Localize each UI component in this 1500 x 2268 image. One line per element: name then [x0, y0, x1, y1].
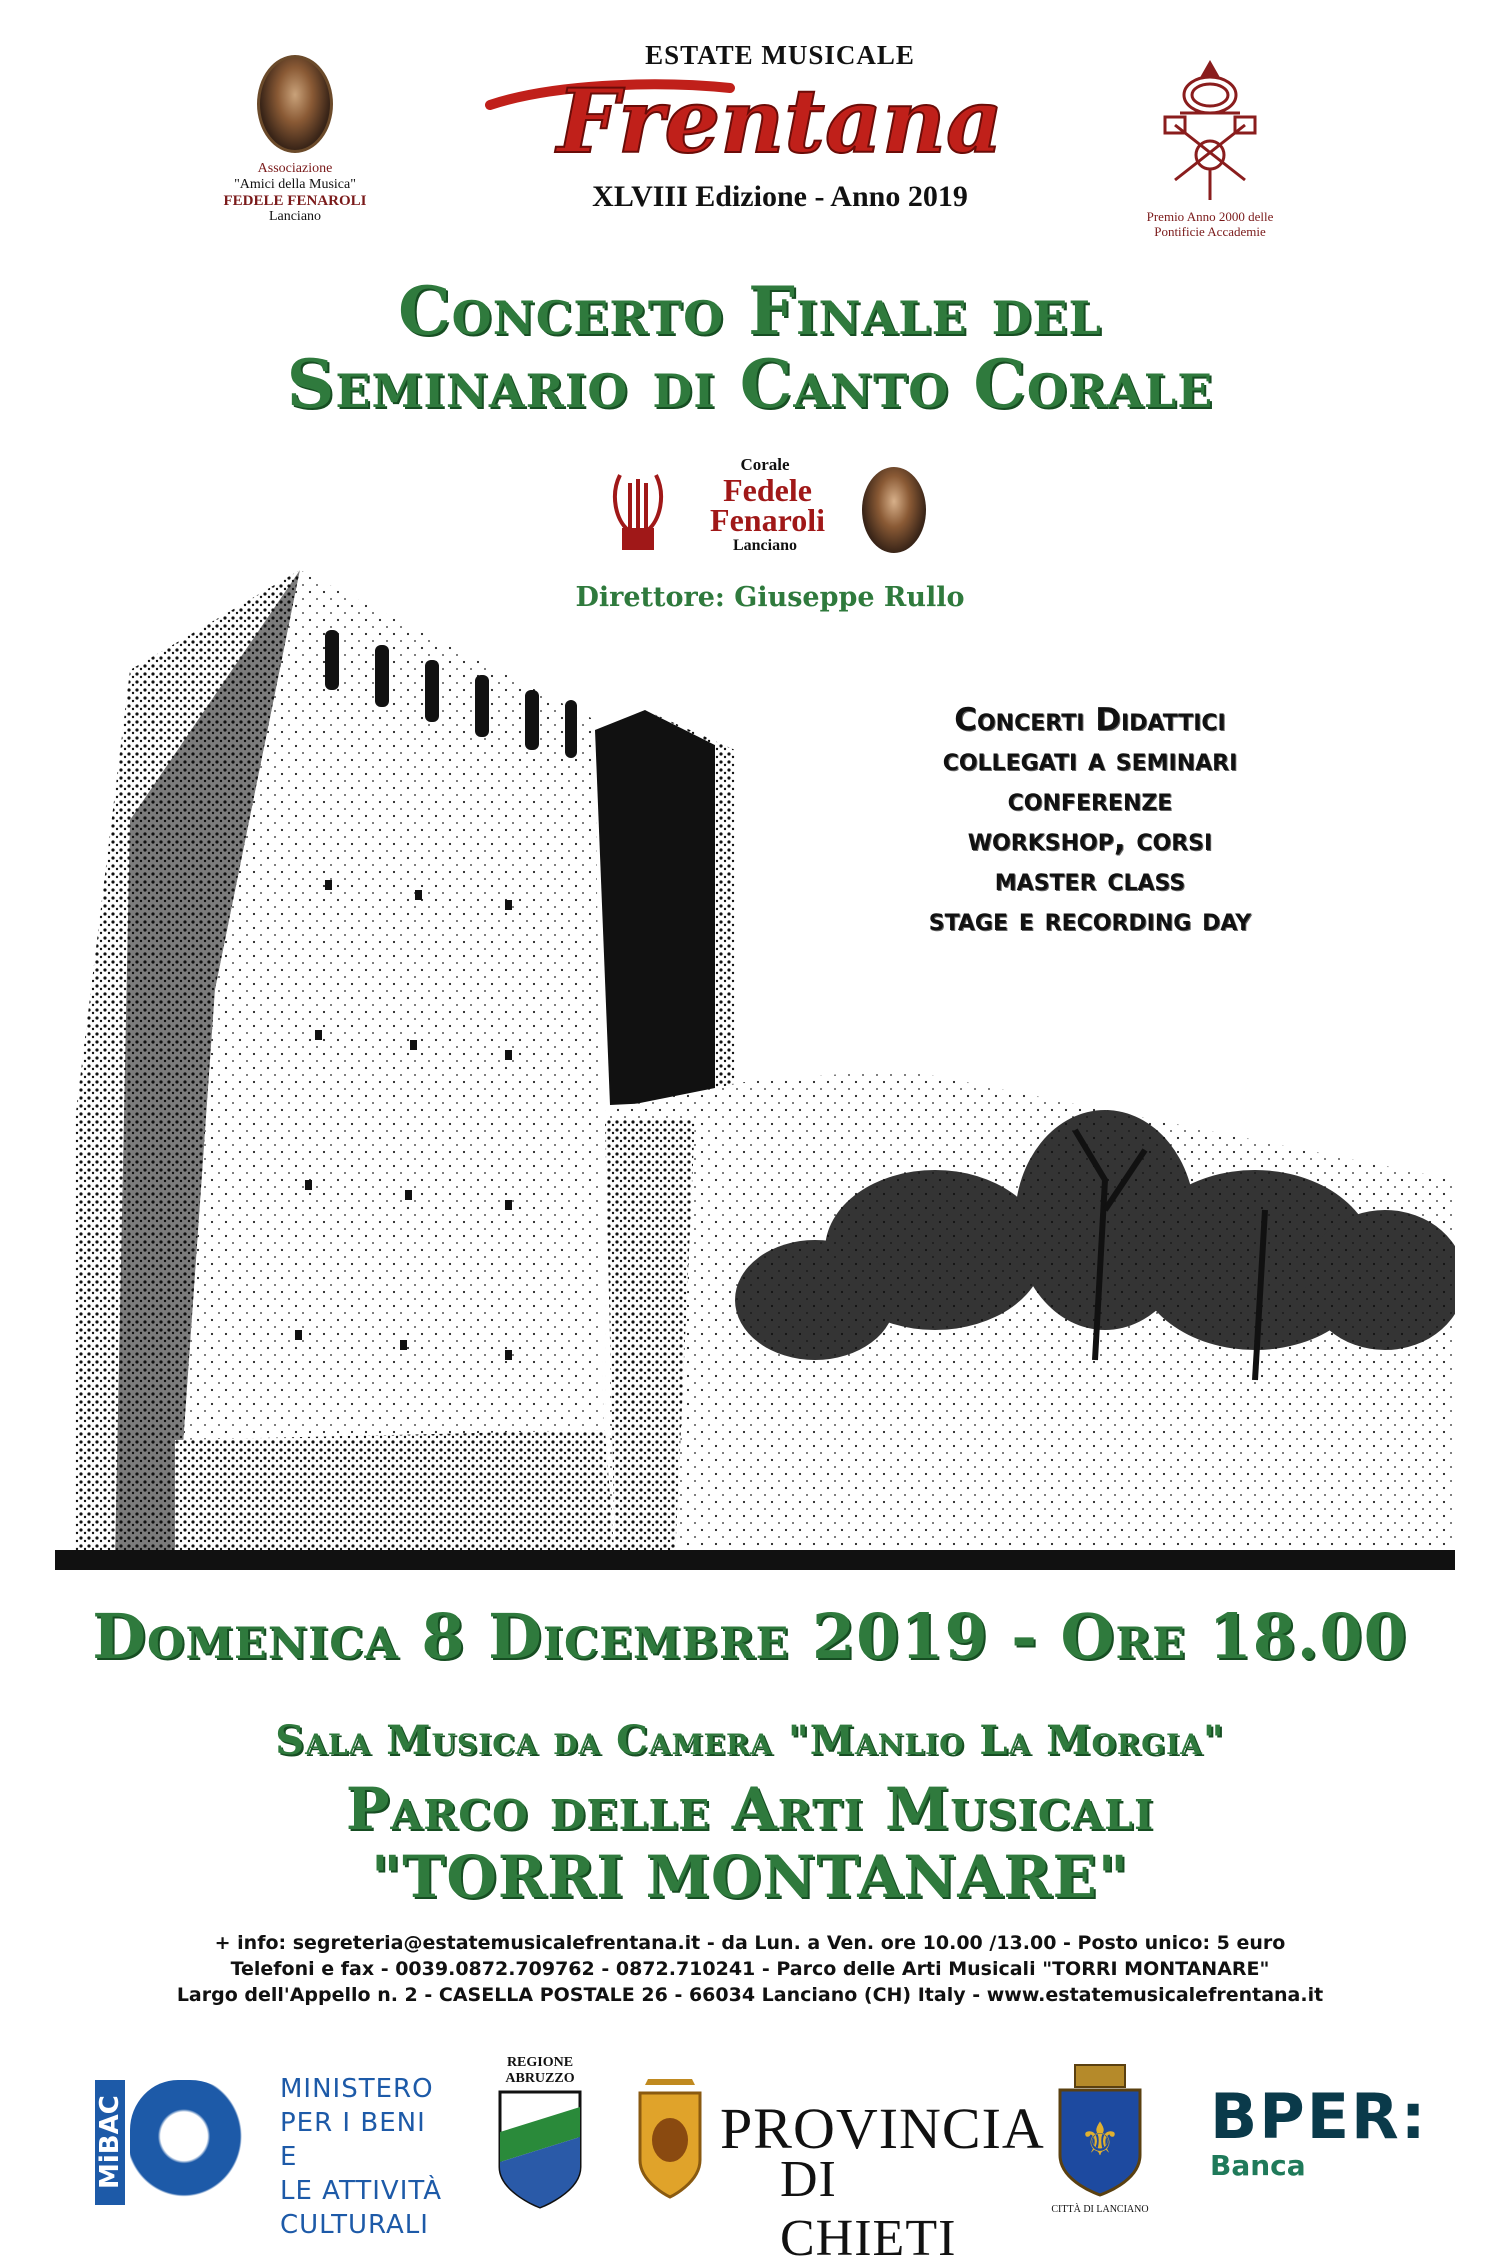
didactic-item: collegati a seminari: [942, 742, 1238, 778]
festival-logo: [470, 60, 1090, 170]
lanciano-shield-icon: [1050, 2060, 1150, 2200]
event-date: Domenica 8 Dicembre 2019 - Ore 18.00: [92, 1600, 1408, 1673]
abruzzo-line: ABRUZZO: [505, 2071, 575, 2086]
chieti-logo: [630, 2075, 1045, 2267]
assoc-line: Associazione: [257, 161, 333, 176]
assoc-line: FEDELE FENAROLI: [223, 193, 367, 209]
mibac-line: MINISTERO: [280, 2074, 434, 2104]
festival-name: Frentana: [557, 69, 1003, 170]
bper-sub: Banca: [1210, 2149, 1306, 2182]
didactic-list: [800, 700, 1380, 940]
lanciano-caption: CITTÀ DI LANCIANO: [1051, 2204, 1149, 2215]
info-line: Largo dell'Appello n. 2 - CASELLA POSTALE 26 - 66034 Lanciano (CH) Italy - www.estatemusicalefrentana.it: [176, 1984, 1324, 2006]
vatican-logo: [1110, 55, 1310, 239]
event-park-name: "TORRI MONTANARE": [370, 1843, 1129, 1911]
choir-label: Corale: [740, 455, 790, 474]
bper-logo: [1210, 2080, 1450, 2182]
lanciano-crest: [1045, 2060, 1155, 2220]
bper-name: BPER:: [1210, 2080, 1428, 2153]
vatican-line: Pontificie Accademie: [1154, 224, 1266, 239]
svg-text:⚜: ⚜: [1079, 2112, 1121, 2166]
info-line: + info: segreteria@estatemusicalefrentana.it - da Lun. a Ven. ore 10.00 /13.00 - Posto unico: 5 euro: [214, 1932, 1286, 1954]
concert-title-line1: Concerto Finale del: [398, 272, 1102, 350]
mibac-letters: MiBAC: [95, 2080, 125, 2205]
choir-logo: [600, 455, 930, 560]
abruzzo-text: [490, 2055, 590, 2087]
choir-city: Lanciano: [732, 537, 797, 554]
chieti-line1: PROVINCIA: [720, 2096, 1045, 2161]
didactic-item: conferenze: [1007, 782, 1173, 818]
didactic-item: Concerti Didattici: [954, 702, 1226, 738]
choir-name-line1: Fedele: [723, 472, 812, 508]
edition-text: XLVIII Edizione - Anno 2019: [592, 180, 968, 213]
event-hall: Sala Musica da Camera "Manlio La Morgia": [275, 1717, 1225, 1764]
vatican-text: [1110, 209, 1310, 239]
papal-keys-icon: [1150, 55, 1270, 205]
mibac-logo: [95, 2070, 445, 2240]
mibac-emblem: [95, 2070, 255, 2205]
mibac-head-icon: [130, 2080, 250, 2205]
lyre-icon: [608, 465, 668, 555]
assoc-line: Lanciano: [268, 209, 322, 224]
didactic-item: master class: [994, 862, 1186, 898]
didactic-item: workshop, corsi: [967, 822, 1213, 858]
abruzzo-logo: [490, 2055, 590, 2220]
mibac-line: CULTURALI: [280, 2210, 429, 2240]
chieti-line2: DI CHIETI: [780, 2151, 957, 2267]
assoc-line: "Amici della Musica": [234, 177, 356, 192]
choir-portrait: [862, 467, 926, 553]
mibac-line: PER I BENI E: [280, 2108, 426, 2172]
director-text: Direttore: Giuseppe Rullo: [575, 582, 965, 613]
event-park: Parco delle Arti Musicali: [345, 1775, 1155, 1843]
vatican-line: Premio Anno 2000 delle: [1146, 209, 1274, 224]
concert-title-line2: Seminario di Canto Corale: [286, 345, 1214, 423]
fenaroli-portrait: [257, 55, 333, 153]
association-text: [210, 161, 380, 225]
chieti-shield-icon: [630, 2075, 710, 2200]
info-line: Telefoni e fax - 0039.0872.709762 - 0872.710241 - Parco delle Arti Musicali "TORRI MONTANARE": [230, 1958, 1270, 1980]
association-logo: [210, 55, 380, 225]
mibac-text: [280, 2072, 445, 2242]
contact-info: [0, 1930, 1500, 2008]
abruzzo-line: REGIONE: [506, 2055, 574, 2070]
choir-name-line2: Fenaroli: [710, 502, 825, 538]
abruzzo-shield-icon: [495, 2087, 585, 2212]
mibac-line: LE ATTIVITÀ: [280, 2176, 443, 2206]
didactic-item: stage e recording day: [928, 902, 1252, 938]
festival-subtitle: ESTATE MUSICALE: [645, 40, 915, 70]
